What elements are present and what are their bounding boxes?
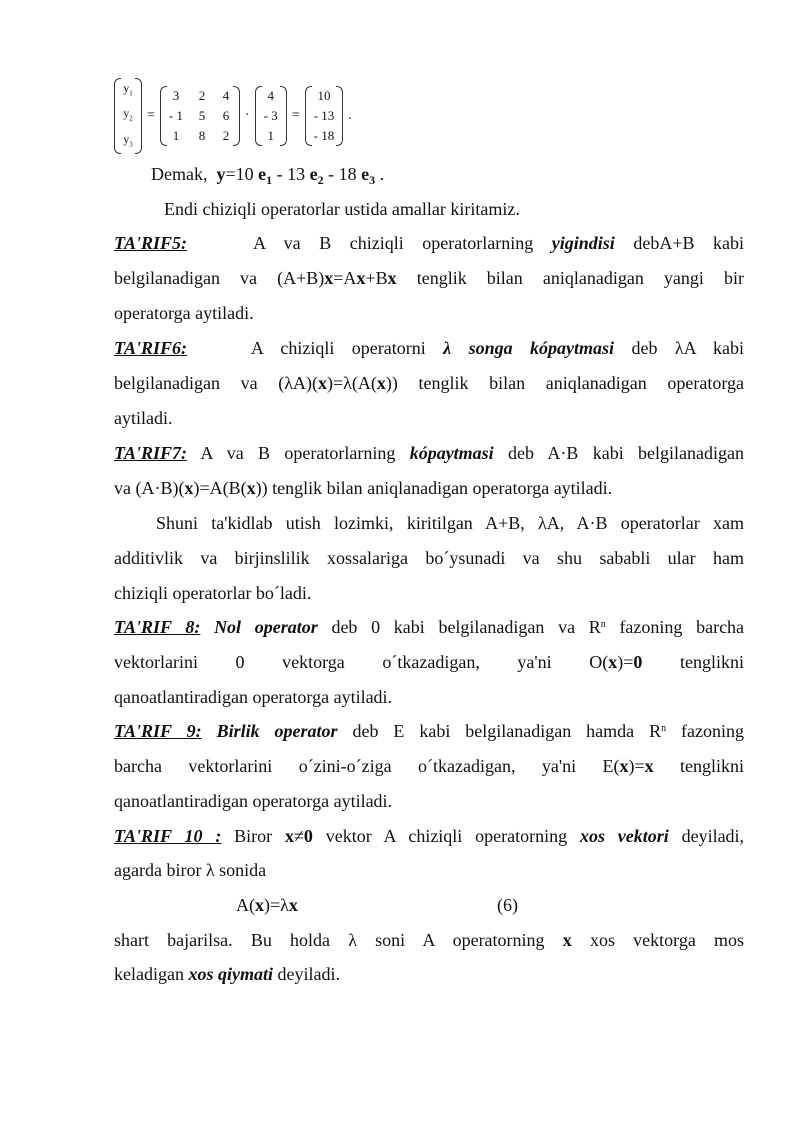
x-vector (255, 86, 287, 146)
tarif10-label: TA'RIF 10 : (114, 826, 222, 846)
tarif6-line3: aytiladi. (114, 408, 173, 428)
matrix-cell: 3 (172, 88, 180, 104)
period: . (348, 108, 352, 124)
tarif7-label: TA'RIF7: (114, 443, 188, 463)
matrix-equation (114, 78, 353, 154)
equation-number: (6) (497, 895, 518, 915)
vector-cell: - 13 (313, 108, 335, 124)
tarif5-line3: operatorga aytiladi. (114, 303, 254, 323)
tarif7-line2: va (A·B)(x)=A(B(x)) tenglik bilan aniqlanadigan operatorga aytiladi. (114, 478, 613, 498)
matrix-cell: 2 (198, 88, 206, 104)
shuni-line1: Shuni ta'kidlab utish lozimki, kiritilgan A+B, λA, A·B operatorlar xam (156, 513, 744, 533)
shuni-line3: chiziqli operatorlar bo´ladi. (114, 583, 312, 603)
tarif5-label: TA'RIF5: (114, 233, 188, 253)
intro-line: Endi chiziqli operatorlar ustida amallar kiritamiz. (164, 199, 520, 219)
tarif7-line1: TA'RIF7: A va B operatorlarning kópaytmasi deb A·B kabi belgilanadigan (114, 443, 744, 463)
tarif6-line2: belgilanadigan va (λA)(x)=λ(A(x)) tenglik bilan aniqlanadigan operatorga (114, 373, 744, 393)
equals-sign: = (147, 108, 155, 124)
vector-cell: 4 (267, 88, 274, 104)
matrix-cell: 2 (222, 128, 230, 144)
equals-sign: = (291, 108, 300, 124)
tarif10-line4: shart bajarilsa. Bu holda λ soni A operatorning x xos vektorga mos (114, 930, 745, 950)
tarif5-line2: belgilanadigan va (A+B)x=Ax+Bx tenglik bilan aniqlanadigan yangi bir (114, 268, 744, 288)
vector-cell: 1 (267, 128, 274, 144)
vector-cell: - 3 (263, 108, 278, 124)
vector-cell: 10 (317, 88, 331, 104)
y-entry: $y_3$ (123, 131, 133, 149)
tarif8-line3: qanoatlantiradigan operatorga aytiladi. (114, 687, 393, 707)
tarif8-line2: vektorlarini 0 vektorga o´tkazadigan, ya'ni O(x)=0 tenglikni (114, 652, 744, 672)
result-vector (305, 86, 344, 146)
tarif9-label: TA'RIF 9: (114, 721, 202, 741)
tarif10-line1: TA'RIF 10 : Biror x≠0 vektor A chiziqli operatorning xos vektori deyiladi, (114, 826, 745, 846)
y-entry: $y_1$ (123, 81, 133, 98)
matrix-cell: 1 (172, 128, 180, 144)
equation-6: A(x)=λx (236, 895, 298, 915)
tarif6-line1: TA'RIF6: A chiziqli operatorni λ songa kópaytmasi deb λA kabi (114, 338, 745, 358)
matrix-cell: 5 (198, 108, 206, 124)
a-matrix (160, 86, 240, 146)
vector-cell: - 18 (313, 128, 335, 144)
tarif9-line2: barcha vektorlarini o´zini-o´ziga o´tkazadigan, ya'ni E(x)=x tenglikni (114, 756, 745, 776)
shuni-line2: additivlik va birjinslilik xossalariga bo´ysunadi va shu sababli ular ham (114, 548, 744, 568)
dot-operator: · (245, 108, 250, 124)
y-vector (114, 78, 142, 154)
matrix-cell: - 1 (168, 108, 183, 124)
tarif9-line3: qanoatlantiradigan operatorga aytiladi. (114, 791, 393, 811)
tarif6-label: TA'RIF6: (114, 338, 188, 358)
matrix-cell: 6 (222, 108, 230, 124)
matrix-cell: 4 (222, 88, 230, 104)
demak-line: Demak, y=10 $e_1 - 13$ $e_2 - 18$ $e_3$ . (151, 164, 385, 187)
tarif8-line1: TA'RIF 8: Nol operator deb 0 kabi belgilanadigan va $R^n$ fazoning barcha (114, 617, 745, 637)
tarif10-line2: agarda biror λ sonida (114, 860, 267, 880)
y-entry: $y_2$ (123, 106, 133, 123)
tarif10-line5: keladigan xos qiymati deyiladi. (114, 964, 340, 984)
tarif5-line1: TA'RIF5: A va B chiziqli operatorlarning yigindisi debA+B kabi (114, 233, 745, 253)
tarif9-line1: TA'RIF 9: Birlik operator deb E kabi belgilanadigan hamda $R^n$ fazoning (114, 721, 744, 741)
tarif8-label: TA'RIF 8: (114, 617, 201, 637)
matrix-cell: 8 (198, 128, 206, 144)
